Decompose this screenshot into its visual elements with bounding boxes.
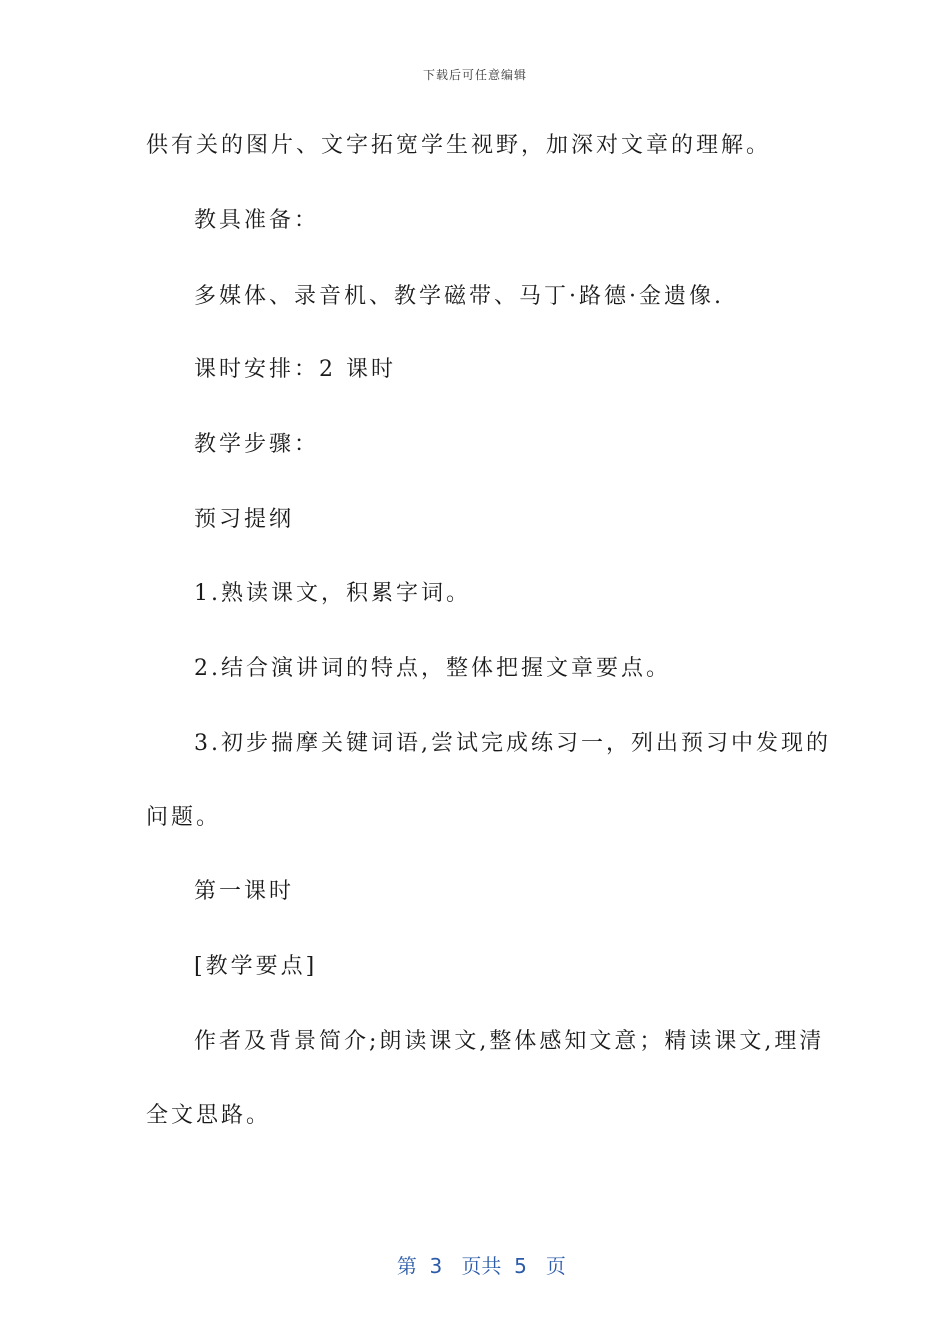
body-line-6: 预习提纲 bbox=[194, 507, 295, 532]
page-header: 下载后可任意编辑 bbox=[422, 68, 527, 82]
footer-suffix: 页 bbox=[545, 1254, 566, 1278]
body-line-2: 教具准备： bbox=[194, 208, 320, 233]
page-footer bbox=[0, 1226, 950, 1279]
footer-prefix: 第 bbox=[396, 1254, 417, 1278]
body-line-7: 1.熟读课文，积累字词。 bbox=[194, 581, 471, 606]
body-line-9: 3.初步揣摩关键词语,尝试完成练习一，列出预习中发现的 bbox=[194, 731, 831, 756]
footer-total-pages: 5 bbox=[514, 1254, 527, 1278]
body-line-5: 教学步骤： bbox=[194, 432, 320, 457]
body-line-11: 第一课时 bbox=[194, 879, 295, 904]
body-line-4: 课时安排：2 课时 bbox=[194, 357, 396, 382]
body-line-14: 全文思路。 bbox=[146, 1103, 272, 1128]
body-line-12: [教学要点] bbox=[194, 954, 318, 979]
body-line-3: 多媒体、录音机、教学磁带、马丁·路德·金遗像. bbox=[194, 284, 724, 309]
body-line-13: 作者及背景简介;朗读课文,整体感知文意；精读课文,理清 bbox=[194, 1029, 825, 1054]
body-line-10: 问题。 bbox=[146, 805, 222, 830]
body-line-1: 供有关的图片、文字拓宽学生视野，加深对文章的理解。 bbox=[146, 133, 772, 158]
footer-current-page: 3 bbox=[429, 1254, 443, 1278]
body-line-8: 2.结合演讲词的特点，整体把握文章要点。 bbox=[194, 656, 671, 681]
footer-middle: 页共 bbox=[461, 1254, 502, 1278]
